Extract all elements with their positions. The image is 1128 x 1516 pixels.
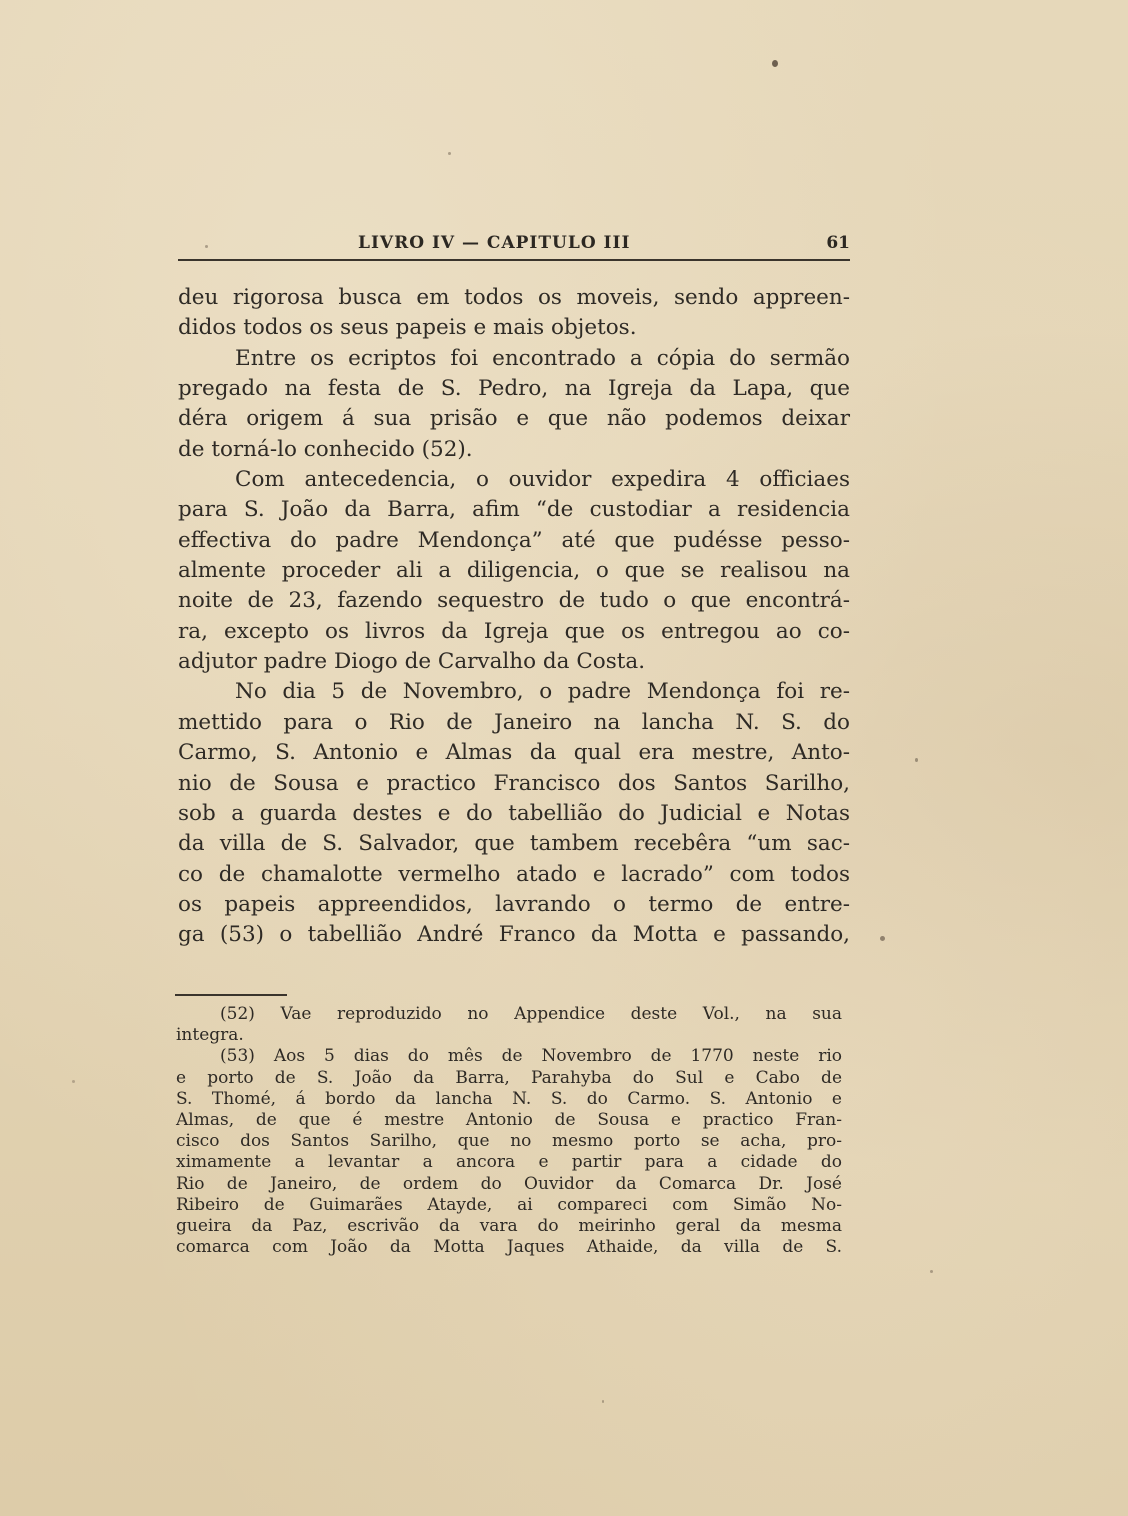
- footnote-line: Almas, de que é mestre Antonio de Sousa e practico Fran-: [176, 1109, 842, 1130]
- page-number: 61: [826, 233, 850, 253]
- footnotes: [176, 1004, 842, 1258]
- paper-speck: [602, 1400, 604, 1403]
- text-line: Com antecedencia, o ouvidor expedira 4 officiaes: [235, 467, 850, 493]
- paper-speck: [915, 758, 918, 762]
- text-line: mettido para o Rio de Janeiro na lancha N. S. do: [178, 709, 850, 735]
- text-line: noite de 23, fazendo sequestro de tudo o que encontrá-: [178, 588, 850, 614]
- text-line: Carmo, S. Antonio e Almas da qual era mestre, Anto-: [178, 740, 850, 766]
- text-line: os papeis appreendidos, lavrando o termo de entre-: [178, 891, 850, 917]
- footnote-line: (52) Vae reproduzido no Appendice deste Vol., na sua: [220, 1004, 842, 1024]
- text-line: pregado na festa de S. Pedro, na Igreja da Lapa, que: [178, 376, 850, 402]
- text-line: da villa de S. Salvador, que tambem recebêra “um sac-: [178, 831, 850, 857]
- text-line: deu rigorosa busca em todos os moveis, sendo appreen-: [178, 285, 850, 310]
- footnote-line: ximamente a levantar a ancora e partir para a cidade do: [176, 1152, 842, 1173]
- text-line: No dia 5 de Novembro, o padre Mendonça foi re-: [235, 679, 850, 705]
- text-line: co de chamalotte vermelho atado e lacrado” com todos: [178, 861, 850, 887]
- footnote-line: (53) Aos 5 dias do mês de Novembro de 1770 neste rio: [220, 1046, 842, 1067]
- paper-speck: [72, 1080, 75, 1083]
- running-header: [178, 229, 850, 261]
- text-line: ga (53) o tabellião André Franco da Motta e passando,: [178, 922, 850, 948]
- text-line: ra, excepto os livros da Igreja que os entregou ao co-: [178, 618, 850, 644]
- text-line: nio de Sousa e practico Francisco dos Santos Sarilho,: [178, 770, 850, 796]
- body-text: [178, 283, 850, 951]
- text-line: adjutor padre Diogo de Carvalho da Costa.: [178, 649, 646, 675]
- footnote-line: cisco dos Santos Sarilho, que no mesmo porto se acha, pro-: [176, 1131, 842, 1152]
- text-line: almente proceder ali a diligencia, o que se realisou na: [178, 558, 850, 584]
- footnote-line: S. Thomé, á bordo da lancha N. S. do Carmo. S. Antonio e: [176, 1088, 842, 1109]
- text-line: para S. João da Barra, afim “de custodiar a residencia: [178, 497, 850, 523]
- footnote-line: e porto de S. João da Barra, Parahyba do Sul e Cabo de: [176, 1067, 842, 1088]
- text-line: de torná-lo conhecido (52).: [178, 436, 473, 462]
- footnote-line: Rio de Janeiro, de ordem do Ouvidor da Comarca Dr. José: [176, 1173, 842, 1194]
- text-line: sob a guarda destes e do tabellião do Judicial e Notas: [178, 800, 850, 826]
- text-line: didos todos os seus papeis e mais objetos.: [178, 315, 637, 341]
- running-title: LIVRO IV — CAPITULO III: [358, 233, 631, 253]
- paper-speck: [448, 152, 451, 155]
- text-line: Entre os ecriptos foi encontrado a cópia do sermão: [235, 345, 850, 371]
- footnote-line: comarca com João da Motta Jaques Athaide, da villa de S.: [176, 1237, 842, 1258]
- paper-speck: [772, 60, 778, 67]
- footnote-line: gueira da Paz, escrivão da vara do meirinho geral da mesma: [176, 1215, 842, 1236]
- text-line: déra origem á sua prisão e que não podemos deixar: [178, 406, 850, 432]
- text-line: effectiva do padre Mendonça” até que pudésse pesso-: [178, 527, 850, 553]
- paper-speck: [880, 936, 885, 941]
- footnote-line: Ribeiro de Guimarães Atayde, ai compareci com Simão No-: [176, 1194, 842, 1215]
- paper-speck: [930, 1270, 933, 1273]
- footnote-line: integra.: [176, 1025, 244, 1046]
- footnote-separator: [175, 994, 287, 996]
